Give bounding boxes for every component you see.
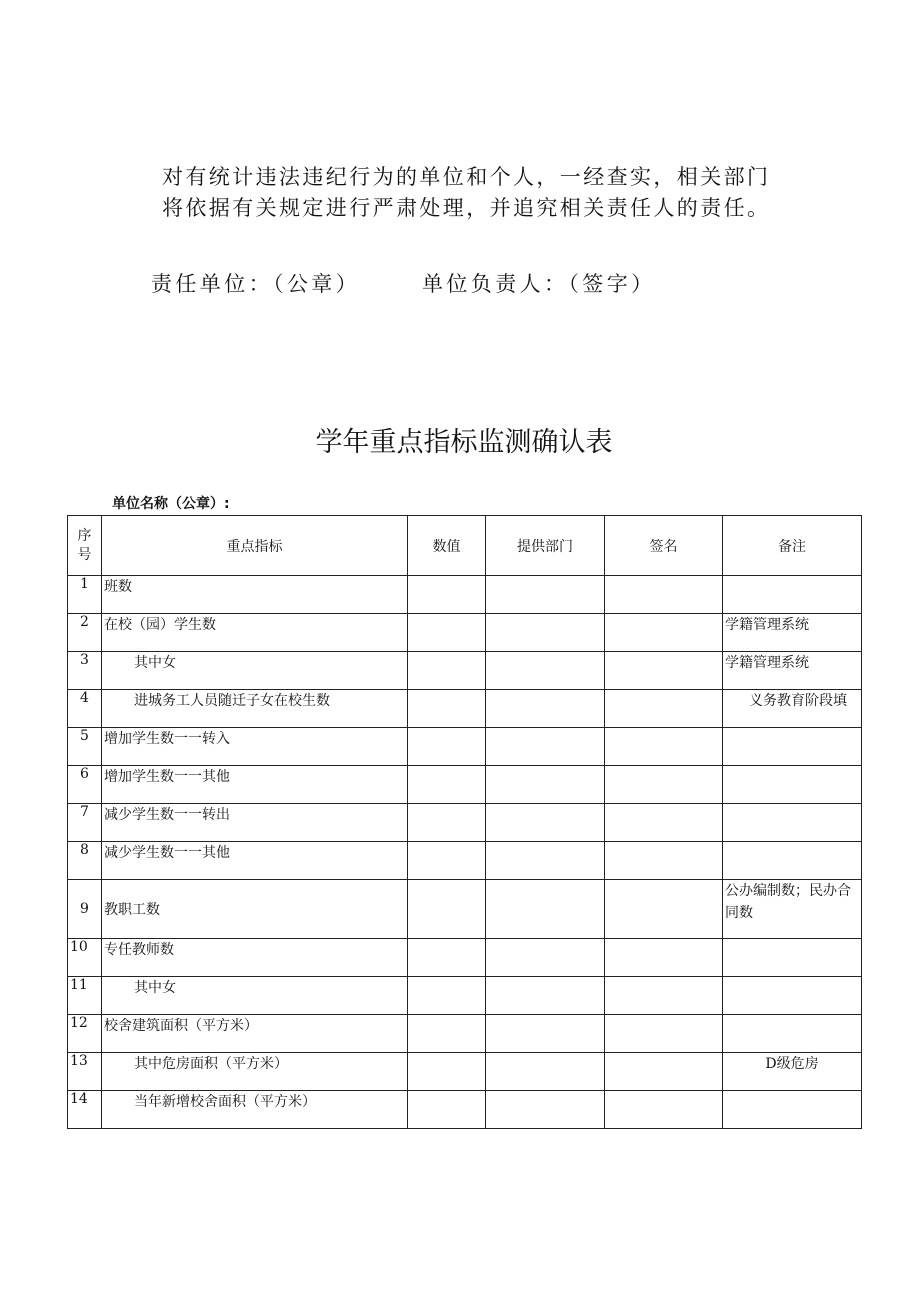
row-note xyxy=(723,728,862,766)
value-cell[interactable] xyxy=(408,690,486,728)
dept-cell[interactable] xyxy=(486,977,605,1015)
header-seq xyxy=(68,516,102,576)
header-sign: 签名 xyxy=(605,516,723,576)
row-no: 5 xyxy=(68,728,102,766)
row-indicator: 专任教师数 xyxy=(102,939,408,977)
row-note xyxy=(723,939,862,977)
form-title: 学年重点指标监测确认表 xyxy=(315,427,613,458)
row-note: 学籍管理系统 xyxy=(723,614,862,652)
value-cell[interactable] xyxy=(408,880,486,939)
row-note: 义务教育阶段填 xyxy=(723,690,862,728)
row-indicator: 其中危房面积（平方米） xyxy=(102,1053,408,1091)
row-no: 10 xyxy=(68,939,102,977)
sign-cell[interactable] xyxy=(605,1053,723,1091)
header-indicator: 重点指标 xyxy=(102,516,408,576)
value-cell[interactable] xyxy=(408,766,486,804)
table-row xyxy=(68,977,862,1015)
row-no: 8 xyxy=(68,842,102,880)
row-note xyxy=(723,576,862,614)
row-no: 12 xyxy=(68,1015,102,1053)
sign-cell[interactable] xyxy=(605,652,723,690)
indicator-table xyxy=(67,515,862,1129)
dept-cell[interactable] xyxy=(486,652,605,690)
row-indicator: 其中女 xyxy=(102,977,408,1015)
row-note xyxy=(723,1015,862,1053)
table-row xyxy=(68,728,862,766)
row-indicator: 进城务工人员随迁子女在校生数 xyxy=(102,690,408,728)
sign-cell[interactable] xyxy=(605,1091,723,1129)
table-row xyxy=(68,576,862,614)
row-indicator: 班数 xyxy=(102,576,408,614)
sign-cell[interactable] xyxy=(605,977,723,1015)
value-cell[interactable] xyxy=(408,614,486,652)
value-cell[interactable] xyxy=(408,728,486,766)
table-row xyxy=(68,766,862,804)
dept-cell[interactable] xyxy=(486,939,605,977)
row-no: 9 xyxy=(68,880,102,939)
dept-cell[interactable] xyxy=(486,614,605,652)
table-header-row xyxy=(68,516,862,576)
value-cell[interactable] xyxy=(408,1091,486,1129)
value-cell[interactable] xyxy=(408,1053,486,1091)
sign-cell[interactable] xyxy=(605,690,723,728)
row-no: 13 xyxy=(68,1053,102,1091)
row-indicator: 当年新增校舍面积（平方米） xyxy=(102,1091,408,1129)
row-no: 6 xyxy=(68,766,102,804)
dept-cell[interactable] xyxy=(486,1053,605,1091)
row-indicator: 校舍建筑面积（平方米） xyxy=(102,1015,408,1053)
sign-cell[interactable] xyxy=(605,842,723,880)
dept-cell[interactable] xyxy=(486,1091,605,1129)
value-cell[interactable] xyxy=(408,939,486,977)
header-seq-top: 序 xyxy=(77,527,92,544)
table-row xyxy=(68,880,862,939)
row-note xyxy=(723,977,862,1015)
sign-cell[interactable] xyxy=(605,728,723,766)
sign-cell[interactable] xyxy=(605,614,723,652)
value-cell[interactable] xyxy=(408,652,486,690)
row-note: D级危房 xyxy=(723,1053,862,1091)
table-row xyxy=(68,1053,862,1091)
sign-cell[interactable] xyxy=(605,1015,723,1053)
value-cell[interactable] xyxy=(408,576,486,614)
unit-name-label: 单位名称（公章）: xyxy=(112,496,230,512)
value-cell[interactable] xyxy=(408,842,486,880)
table-row xyxy=(68,1091,862,1129)
row-no: 7 xyxy=(68,804,102,842)
row-note xyxy=(723,804,862,842)
value-cell[interactable] xyxy=(408,1015,486,1053)
row-note xyxy=(723,1091,862,1129)
sign-cell[interactable] xyxy=(605,939,723,977)
table-row xyxy=(68,614,862,652)
row-note: 学籍管理系统 xyxy=(723,652,862,690)
sign-cell[interactable] xyxy=(605,766,723,804)
table-row xyxy=(68,652,862,690)
header-value: 数值 xyxy=(408,516,486,576)
row-indicator: 增加学生数一一转入 xyxy=(102,728,408,766)
sign-cell[interactable] xyxy=(605,880,723,939)
table-row xyxy=(68,939,862,977)
dept-cell[interactable] xyxy=(486,842,605,880)
row-no: 14 xyxy=(68,1091,102,1129)
header-dept: 提供部门 xyxy=(486,516,605,576)
dept-cell[interactable] xyxy=(486,690,605,728)
row-indicator: 教职工数 xyxy=(102,880,408,939)
unit-head-signature: 单位负责人：（签字） xyxy=(422,272,656,296)
table-row xyxy=(68,690,862,728)
dept-cell[interactable] xyxy=(486,728,605,766)
responsible-unit-seal: 责任单位：（公章） xyxy=(151,272,361,296)
value-cell[interactable] xyxy=(408,977,486,1015)
row-indicator: 在校（园）学生数 xyxy=(102,614,408,652)
row-indicator: 增加学生数一一其他 xyxy=(102,766,408,804)
dept-cell[interactable] xyxy=(486,576,605,614)
dept-cell[interactable] xyxy=(486,880,605,939)
row-no: 4 xyxy=(68,690,102,728)
row-no: 2 xyxy=(68,614,102,652)
header-note: 备注 xyxy=(723,516,862,576)
dept-cell[interactable] xyxy=(486,766,605,804)
row-note: 公办编制数；民办合同数 xyxy=(723,880,862,939)
row-indicator: 减少学生数一一其他 xyxy=(102,842,408,880)
row-indicator: 其中女 xyxy=(102,652,408,690)
dept-cell[interactable] xyxy=(486,1015,605,1053)
value-cell[interactable] xyxy=(408,804,486,842)
header-seq-bottom: 号 xyxy=(77,546,92,563)
row-no: 1 xyxy=(68,576,102,614)
notice-line-1: 对有统计违法违纪行为的单位和个人，一经查实，相关部门 xyxy=(162,165,771,189)
sign-cell[interactable] xyxy=(605,576,723,614)
dept-cell[interactable] xyxy=(486,804,605,842)
row-no: 3 xyxy=(68,652,102,690)
table-row xyxy=(68,804,862,842)
notice-line-2: 将依据有关规定进行严肃处理，并追究相关责任人的责任。 xyxy=(162,196,771,220)
row-note xyxy=(723,766,862,804)
table-row xyxy=(68,1015,862,1053)
sign-cell[interactable] xyxy=(605,804,723,842)
row-indicator: 减少学生数一一转出 xyxy=(102,804,408,842)
row-note xyxy=(723,842,862,880)
table-row xyxy=(68,842,862,880)
row-no: 11 xyxy=(68,977,102,1015)
